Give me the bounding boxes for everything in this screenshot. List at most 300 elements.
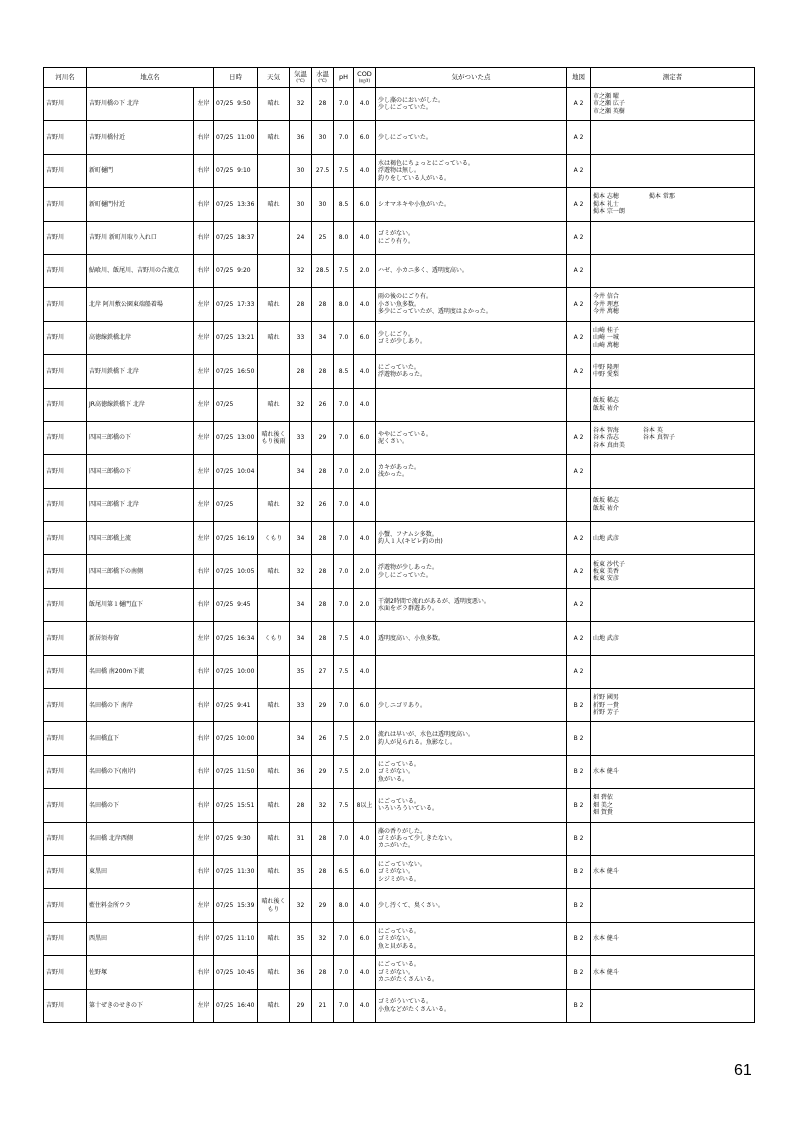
observer-cell	[591, 588, 755, 621]
datetime-cell	[214, 288, 258, 321]
air-temp-cell: 35	[290, 655, 312, 688]
air-temp-cell: 34	[290, 722, 312, 755]
river-cell: 吉野川	[44, 789, 87, 822]
cod-cell: 2.0	[354, 455, 376, 488]
cod-cell: 6.0	[354, 421, 376, 454]
observer-cell	[591, 922, 755, 955]
river-cell: 吉野川	[44, 421, 87, 454]
date-text: 07/25	[216, 133, 234, 141]
water-temp-cell: 21	[312, 989, 334, 1022]
map-cell: A 2	[567, 555, 591, 588]
observer-cell	[591, 388, 755, 421]
location-cell: 飯尾川第１樋門直下	[87, 588, 194, 621]
weather-cell: 晴れ	[258, 321, 290, 354]
observer-cell	[591, 421, 755, 454]
river-cell: 吉野川	[44, 388, 87, 421]
time-text: 18:37	[237, 234, 255, 242]
datetime-cell	[214, 421, 258, 454]
cod-cell: 4.0	[354, 488, 376, 521]
river-cell: 吉野川	[44, 254, 87, 287]
observer-cell	[591, 689, 755, 722]
text-line: 少しにごっていた。	[378, 571, 432, 579]
location-cell: 高徳線鉄橋北岸	[87, 321, 194, 354]
observer-cell	[591, 855, 755, 888]
datetime-cell	[214, 689, 258, 722]
location-cell: JR高徳線鉄橋下 北岸	[87, 388, 194, 421]
location-cell: 名田橋の下 南岸	[87, 689, 194, 722]
time-text: 16:34	[237, 634, 255, 642]
text-line: 流れは早いが、水色は透明度高い。	[378, 731, 475, 739]
datetime-cell	[214, 154, 258, 187]
river-cell: 吉野川	[44, 956, 87, 989]
observer-cell	[591, 722, 755, 755]
date-text: 07/25	[216, 935, 234, 943]
river-cell: 吉野川	[44, 121, 87, 154]
water-temp-cell: 28	[312, 88, 334, 121]
observer-cell	[591, 188, 755, 221]
ph-cell: 7.5	[334, 722, 354, 755]
table-row	[44, 455, 755, 488]
ph-cell: 7.0	[334, 989, 354, 1022]
text-line: カニがいた。	[378, 842, 415, 850]
air-temp-cell: 28	[290, 355, 312, 388]
header-observer: 測定者	[591, 68, 755, 88]
text-line: にごっている。	[378, 797, 420, 805]
water-temp-cell: 28	[312, 455, 334, 488]
weather-cell: くもり	[258, 622, 290, 655]
air-temp-cell: 32	[290, 388, 312, 421]
air-temp-cell: 30	[290, 188, 312, 221]
header-cod: COD (㎎/ℓ)	[354, 68, 376, 88]
time-text: 17:33	[237, 300, 255, 308]
table-row	[44, 789, 755, 822]
date-text: 07/25	[216, 200, 234, 208]
location-cell: 吉野川橋付近	[87, 121, 194, 154]
header-river: 河川名	[44, 68, 87, 88]
map-cell: B 2	[567, 989, 591, 1022]
datetime-cell	[214, 254, 258, 287]
text-line: にごっていない。	[378, 861, 426, 869]
weather-cell	[258, 588, 290, 621]
location-cell: 四国三郎橋下 北岸	[87, 488, 194, 521]
date-text: 07/25	[216, 267, 234, 275]
air-temp-cell: 33	[290, 421, 312, 454]
table-row	[44, 956, 755, 989]
river-cell: 吉野川	[44, 588, 87, 621]
observer-cell	[591, 755, 755, 788]
notes-cell	[376, 488, 567, 521]
air-temp-cell: 33	[290, 689, 312, 722]
cod-cell: 4.0	[354, 388, 376, 421]
map-cell: A 2	[567, 121, 591, 154]
ph-cell: 7.5	[334, 154, 354, 187]
river-cell: 吉野川	[44, 689, 87, 722]
date-text: 07/25	[216, 868, 234, 876]
ph-cell: 7.0	[334, 455, 354, 488]
time-text: 11:00	[237, 133, 255, 141]
text-line: 干潮2時間で流れがあるが、透明度悪い。	[378, 597, 490, 605]
datetime-cell	[214, 321, 258, 354]
table-row	[44, 321, 755, 354]
notes-cell	[376, 455, 567, 488]
ph-cell: 7.0	[334, 321, 354, 354]
table-row	[44, 221, 755, 254]
bank-cell: 右岸	[194, 555, 214, 588]
weather-cell: 晴れ	[258, 555, 290, 588]
observer-cell	[591, 254, 755, 287]
weather-cell: 晴れ	[258, 855, 290, 888]
date-text: 07/25	[216, 401, 234, 408]
river-cell: 吉野川	[44, 188, 87, 221]
text-line: 中野 隆理	[593, 363, 619, 371]
text-line: 掲本 宗一朗	[593, 208, 625, 216]
text-line: 水本 健斗	[593, 968, 619, 976]
weather-cell: 晴れ	[258, 789, 290, 822]
weather-cell: 晴れ	[258, 989, 290, 1022]
water-temp-cell: 27	[312, 655, 334, 688]
ph-cell: 7.0	[334, 121, 354, 154]
water-temp-cell: 28.5	[312, 254, 334, 287]
time-text: 11:50	[237, 768, 255, 776]
text-line: 谷本 浩志 谷本 真智子	[593, 434, 675, 442]
notes-cell	[376, 789, 567, 822]
map-cell: A 2	[567, 88, 591, 121]
text-line: 市之瀬 英樹	[593, 107, 625, 115]
ph-cell: 7.0	[334, 421, 354, 454]
text-line: 小魚などがたくさんいる。	[378, 1005, 451, 1013]
table-row	[44, 822, 755, 855]
header-air-temp: 気温 (℃)	[290, 68, 312, 88]
weather-cell: 晴れ	[258, 956, 290, 989]
river-cell: 吉野川	[44, 154, 87, 187]
datetime-cell	[214, 355, 258, 388]
time-text: 10:05	[237, 567, 255, 575]
location-cell: 名田橋直下	[87, 722, 194, 755]
observer-cell	[591, 655, 755, 688]
text-line: カニがたくさんいる。	[378, 976, 439, 984]
weather-cell: 晴れ	[258, 121, 290, 154]
notes-cell	[376, 889, 567, 922]
time-text: 15:39	[237, 901, 255, 909]
map-cell: B 2	[567, 822, 591, 855]
text-line: ゴミがない。	[378, 968, 415, 976]
map-cell: B 2	[567, 922, 591, 955]
bank-cell: 右岸	[194, 755, 214, 788]
date-text: 07/25	[216, 567, 234, 575]
date-text: 07/25	[216, 300, 234, 308]
time-text: 13:36	[237, 200, 255, 208]
table-header-row	[44, 68, 755, 88]
cod-cell: 4.0	[354, 355, 376, 388]
bank-cell: 左岸	[194, 321, 214, 354]
map-cell: A 2	[567, 221, 591, 254]
river-cell: 吉野川	[44, 555, 87, 588]
map-cell: A 2	[567, 154, 591, 187]
table-row	[44, 388, 755, 421]
location-cell: 吉野川鉄橋下 北岸	[87, 355, 194, 388]
water-temp-cell: 26	[312, 722, 334, 755]
bank-cell: 右岸	[194, 956, 214, 989]
location-cell: 佐野塚	[87, 956, 194, 989]
location-cell: 吉野川 新町川取り入れ口	[87, 221, 194, 254]
bank-cell: 右岸	[194, 855, 214, 888]
river-cell: 吉野川	[44, 722, 87, 755]
cod-cell: 4.0	[354, 88, 376, 121]
notes-cell	[376, 321, 567, 354]
time-text: 9:20	[237, 267, 251, 275]
map-cell: A 2	[567, 522, 591, 555]
bank-cell: 右岸	[194, 689, 214, 722]
text-line: 水本 健斗	[593, 768, 619, 776]
notes-cell	[376, 188, 567, 221]
text-line: 市之瀬 広子	[593, 100, 625, 108]
time-text: 11:10	[237, 935, 255, 943]
datetime-cell	[214, 388, 258, 421]
river-cell: 吉野川	[44, 221, 87, 254]
datetime-cell	[214, 555, 258, 588]
location-cell: 鮎喰川、飯尾川、吉野川の合流点	[87, 254, 194, 287]
water-temp-cell: 28	[312, 855, 334, 888]
time-text: 9:50	[237, 100, 251, 108]
cod-cell: 4.0	[354, 989, 376, 1022]
ph-cell: 7.5	[334, 789, 354, 822]
text-line: 折野 一貴	[593, 701, 619, 709]
time-text: 10:04	[237, 467, 255, 475]
header-weather: 天気	[258, 68, 290, 88]
cod-cell: 4.0	[354, 822, 376, 855]
text-line: 少しにごり。	[378, 330, 415, 338]
text-line: 飯坂 祐介	[593, 504, 619, 512]
ph-cell: 7.0	[334, 88, 354, 121]
bank-cell: 右岸	[194, 655, 214, 688]
water-temp-cell: 25	[312, 221, 334, 254]
water-temp-cell: 29	[312, 755, 334, 788]
map-cell: B 2	[567, 855, 591, 888]
water-temp-cell: 28	[312, 956, 334, 989]
ph-cell: 7.5	[334, 755, 354, 788]
weather-cell	[258, 221, 290, 254]
ph-cell: 7.5	[334, 655, 354, 688]
header-water-temp: 水温 (℃)	[312, 68, 334, 88]
text-line: 山崎 萬穂	[593, 341, 619, 349]
datetime-cell	[214, 855, 258, 888]
river-cell: 吉野川	[44, 889, 87, 922]
air-temp-cell: 28	[290, 288, 312, 321]
text-line: ゴミがない。	[378, 768, 415, 776]
table-row	[44, 855, 755, 888]
air-temp-cell: 36	[290, 755, 312, 788]
date-text: 07/25	[216, 1002, 234, 1010]
air-temp-cell: 34	[290, 455, 312, 488]
text-line: ハゼ、小カニ多く、透明度高い。	[378, 267, 468, 275]
location-cell: 名田橋 北岸西側	[87, 822, 194, 855]
location-cell: 第十ぜきのせきの下	[87, 989, 194, 1022]
date-text: 07/25	[216, 968, 234, 976]
water-temp-cell: 26	[312, 488, 334, 521]
text-line: 畑 美之	[593, 801, 613, 809]
observer-cell	[591, 455, 755, 488]
text-line: 飯坂 祐介	[593, 404, 619, 412]
air-temp-cell: 31	[290, 822, 312, 855]
text-line: 透明度高い、小魚多数。	[378, 634, 445, 642]
map-cell: B 2	[567, 755, 591, 788]
water-temp-cell: 29	[312, 889, 334, 922]
date-text: 07/25	[216, 467, 234, 475]
weather-cell	[258, 355, 290, 388]
table-row	[44, 121, 755, 154]
notes-cell	[376, 622, 567, 655]
text-line: にごっている。	[378, 760, 420, 768]
weather-cell: くもり	[258, 522, 290, 555]
cod-cell: 4.0	[354, 889, 376, 922]
datetime-cell	[214, 822, 258, 855]
water-temp-cell: 28	[312, 822, 334, 855]
ph-cell: 7.5	[334, 254, 354, 287]
date-text: 07/25	[216, 901, 234, 909]
river-cell: 吉野川	[44, 321, 87, 354]
text-line: 板東 沙代子	[593, 560, 625, 568]
weather-cell: 晴れ	[258, 288, 290, 321]
air-temp-cell: 34	[290, 522, 312, 555]
map-cell: B 2	[567, 689, 591, 722]
text-line: 畑 賀貴	[593, 809, 613, 817]
text-line: 釣りをしている人がいる。	[378, 174, 451, 182]
date-text: 07/25	[216, 835, 234, 843]
table-row	[44, 622, 755, 655]
text-line: 山崎 一城	[593, 334, 619, 342]
text-line: 泥くさい。	[378, 438, 409, 446]
notes-cell	[376, 855, 567, 888]
air-temp-cell: 32	[290, 555, 312, 588]
river-cell: 吉野川	[44, 922, 87, 955]
text-line: 掲本 志穂 掲本 常那	[593, 193, 675, 201]
datetime-cell	[214, 488, 258, 521]
bank-cell: 右岸	[194, 154, 214, 187]
weather-cell	[258, 254, 290, 287]
air-temp-cell: 35	[290, 855, 312, 888]
ph-cell: 7.0	[334, 388, 354, 421]
text-line: シジミがいる。	[378, 875, 420, 883]
bank-cell: 左岸	[194, 488, 214, 521]
bank-cell: 左岸	[194, 288, 214, 321]
text-line: ゴミがういている。	[378, 998, 433, 1006]
text-line: 魚がいる。	[378, 775, 409, 783]
text-line: 山崎 桂子	[593, 326, 619, 334]
cod-cell: 6.0	[354, 188, 376, 221]
weather-cell	[258, 154, 290, 187]
notes-cell	[376, 588, 567, 621]
river-cell: 吉野川	[44, 855, 87, 888]
ph-cell: 7.0	[334, 822, 354, 855]
text-line: 少し汚くて、臭くさい。	[378, 901, 444, 909]
datetime-cell	[214, 121, 258, 154]
date-text: 07/25	[216, 601, 234, 609]
text-line: ゴミがあって少しきたない。	[378, 835, 456, 843]
text-line: にごっている。	[378, 961, 420, 969]
notes-cell	[376, 755, 567, 788]
text-line: 飯坂 稀志	[593, 397, 619, 405]
header-location: 地点名	[87, 68, 214, 88]
ph-cell: 7.0	[334, 689, 354, 722]
observer-cell	[591, 288, 755, 321]
cod-cell: 2.0	[354, 254, 376, 287]
weather-cell: 晴れ	[258, 822, 290, 855]
river-cell: 吉野川	[44, 755, 87, 788]
river-cell: 吉野川	[44, 655, 87, 688]
text-line: 藻の香りがした。	[378, 827, 427, 835]
water-temp-cell: 29	[312, 421, 334, 454]
cod-cell: 2.0	[354, 588, 376, 621]
location-cell: 四国三郎橋下の南側	[87, 555, 194, 588]
location-cell: 新町樋門付近	[87, 188, 194, 221]
text-line: ゴミがない。	[378, 230, 415, 238]
table-row	[44, 154, 755, 187]
text-line: 飯坂 稀志	[593, 497, 619, 505]
notes-cell	[376, 121, 567, 154]
cod-cell: 4.0	[354, 655, 376, 688]
water-temp-cell: 34	[312, 321, 334, 354]
text-line: 浮遊物があった。	[378, 371, 426, 379]
air-temp-cell: 33	[290, 321, 312, 354]
map-cell: A 2	[567, 321, 591, 354]
bank-cell: 左岸	[194, 522, 214, 555]
map-cell	[567, 388, 591, 421]
river-cell: 吉野川	[44, 455, 87, 488]
location-cell: 吉野川橋の下 北岸	[87, 88, 194, 121]
observer-cell	[591, 622, 755, 655]
map-cell: A 2	[567, 421, 591, 454]
observer-cell	[591, 889, 755, 922]
datetime-cell	[214, 188, 258, 221]
cod-cell: 4.0	[354, 622, 376, 655]
cod-cell: 6.0	[354, 922, 376, 955]
ph-cell: 7.0	[334, 588, 354, 621]
text-line: 水本 健斗	[593, 935, 619, 943]
location-cell: 四国三郎橋上流	[87, 522, 194, 555]
table-row	[44, 288, 755, 321]
cod-cell: 6.0	[354, 121, 376, 154]
river-cell: 吉野川	[44, 88, 87, 121]
map-cell: A 2	[567, 188, 591, 221]
air-temp-cell: 32	[290, 488, 312, 521]
notes-cell	[376, 922, 567, 955]
observer-cell	[591, 121, 755, 154]
weather-cell: 晴れ	[258, 922, 290, 955]
map-cell: B 2	[567, 789, 591, 822]
text-line: 掲本 礼士	[593, 200, 619, 208]
text-line: 少し藻のにおいがした。	[378, 96, 445, 104]
bank-cell: 右岸	[194, 588, 214, 621]
notes-cell	[376, 722, 567, 755]
text-line: 多少にごっていたが、透明度はよかった。	[378, 308, 492, 316]
cod-cell: 4.0	[354, 522, 376, 555]
time-text: 13:21	[237, 334, 255, 342]
map-cell: A 2	[567, 622, 591, 655]
table-row	[44, 689, 755, 722]
water-temp-cell: 28	[312, 288, 334, 321]
header-datetime: 日時	[214, 68, 258, 88]
text-line: 中野 愛梨	[593, 371, 619, 379]
weather-cell: 晴れ後くもり後雨	[258, 421, 290, 454]
water-temp-cell: 30	[312, 188, 334, 221]
water-temp-cell: 32	[312, 922, 334, 955]
ph-cell: 7.0	[334, 522, 354, 555]
header-notes: 気がついた点	[376, 68, 567, 88]
date-text: 07/25	[216, 501, 234, 509]
text-line: 谷本 智海 谷本 英	[593, 426, 663, 434]
cod-cell: 8以上	[354, 789, 376, 822]
time-text: 9:10	[237, 167, 251, 175]
